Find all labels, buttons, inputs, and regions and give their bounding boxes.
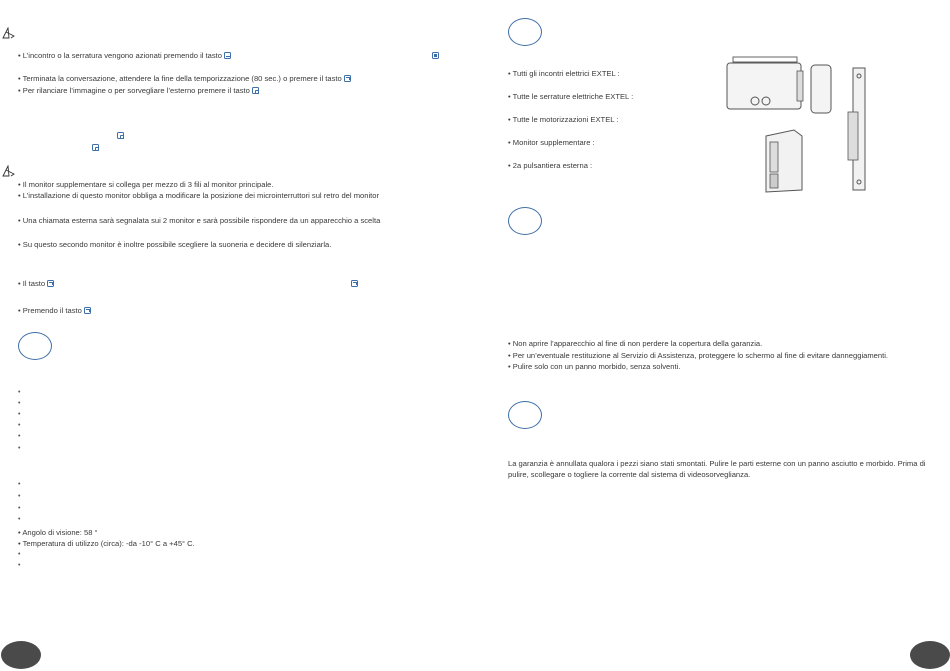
bullet: •	[18, 516, 21, 523]
screen-button-icon	[432, 52, 439, 59]
bullet: •	[18, 493, 21, 500]
bullet: •	[18, 481, 21, 488]
bullet: •	[18, 422, 21, 429]
text-line	[18, 279, 54, 288]
text-key: • Il tasto	[18, 279, 46, 288]
warning-hand-icon	[2, 27, 16, 39]
strike-plate-illustration	[843, 66, 869, 192]
page-corner-tab	[1, 641, 41, 669]
text-end-call: • Terminata la conversazione, attendere la fine della temporizzazione (80 sec.) o premere il tasto	[18, 74, 342, 83]
text-line	[18, 74, 351, 83]
text-line	[18, 86, 259, 95]
bullet: •	[18, 411, 21, 418]
section-circle	[508, 18, 542, 46]
section-circle	[18, 332, 52, 360]
compat-panel: • 2a pulsantiera esterna :	[508, 161, 593, 170]
text-press-key: • Premendo il tasto	[18, 306, 82, 315]
compat-strikes: • Tutti gli incontri elettrici EXTEL :	[508, 69, 620, 78]
text-extra-monitor-4: • Su questo secondo monitor è inoltre possibile scegliere la suoneria e decidere di silenziarla.	[18, 240, 332, 249]
electric-lock-illustration	[725, 55, 835, 117]
camera-button-icon	[117, 132, 124, 139]
camera-button-icon	[252, 87, 259, 94]
care-return: • Per un’eventuale restituzione al Servizio di Assistenza, proteggere lo schermo al fine di evitare danneggiamenti.	[508, 351, 889, 360]
hook-button-icon	[351, 280, 358, 287]
key-button-icon	[224, 52, 231, 59]
warranty-text: La garanzia è annullata qualora i pezzi siano stati smontati. Pulire le parti esterne con un panno asciutto e morbido. Prima di pulire, scollegare o togliere la corrente dal sistema di videosorveglianza.	[508, 459, 926, 479]
spec-temperature: • Temperatura di utilizzo (circa): -da -10° C a +45° C.	[18, 539, 195, 548]
page-corner-tab	[910, 641, 950, 669]
text-extra-monitor-3: • Una chiamata esterna sarà segnalata sui 2 monitor e sarà possibile rispondere da un apparecchio a scelta	[18, 216, 381, 225]
hook-button-icon	[84, 307, 91, 314]
camera-button-icon	[92, 144, 99, 151]
text-unlock: • L’incontro o la serratura vengono azionati premendo il tasto	[18, 51, 223, 60]
text-line	[18, 306, 91, 315]
bullet: •	[18, 551, 21, 558]
care-clean: • Pulire solo con un panno morbido, senza solventi.	[508, 362, 681, 371]
bullet: •	[18, 389, 21, 396]
compat-monitor: • Monitor supplementare :	[508, 138, 595, 147]
bullet: •	[18, 433, 21, 440]
section-circle	[508, 207, 542, 235]
bullet: •	[18, 562, 21, 569]
bullet: •	[18, 400, 21, 407]
text-extra-monitor-1: • Il monitor supplementare si collega per mezzo di 3 fili al monitor principale.	[18, 180, 274, 189]
spec-viewing-angle: • Angolo di visione: 58 °	[18, 528, 98, 537]
hook-button-icon	[47, 280, 54, 287]
text-relaunch: • Per rilanciare l’immagine o per sorvegliare l’esterno premere il tasto	[18, 86, 250, 95]
compat-motors: • Tutte le motorizzazioni EXTEL :	[508, 115, 619, 124]
warning-hand-icon	[2, 165, 16, 177]
text-extra-monitor-2: • L’installazione di questo monitor obbliga a modificare la posizione dei microinterruttori sul retro del monitor	[18, 191, 380, 200]
hook-button-icon	[344, 75, 351, 82]
text-line	[18, 51, 231, 60]
care-no-open: • Non aprire l’apparecchio al fine di non perdere la copertura della garanzia.	[508, 339, 763, 348]
compat-locks: • Tutte le serrature elettriche EXTEL :	[508, 92, 634, 101]
bullet: •	[18, 445, 21, 452]
section-circle	[508, 401, 542, 429]
door-strike-illustration	[764, 128, 804, 194]
bullet: •	[18, 505, 21, 512]
